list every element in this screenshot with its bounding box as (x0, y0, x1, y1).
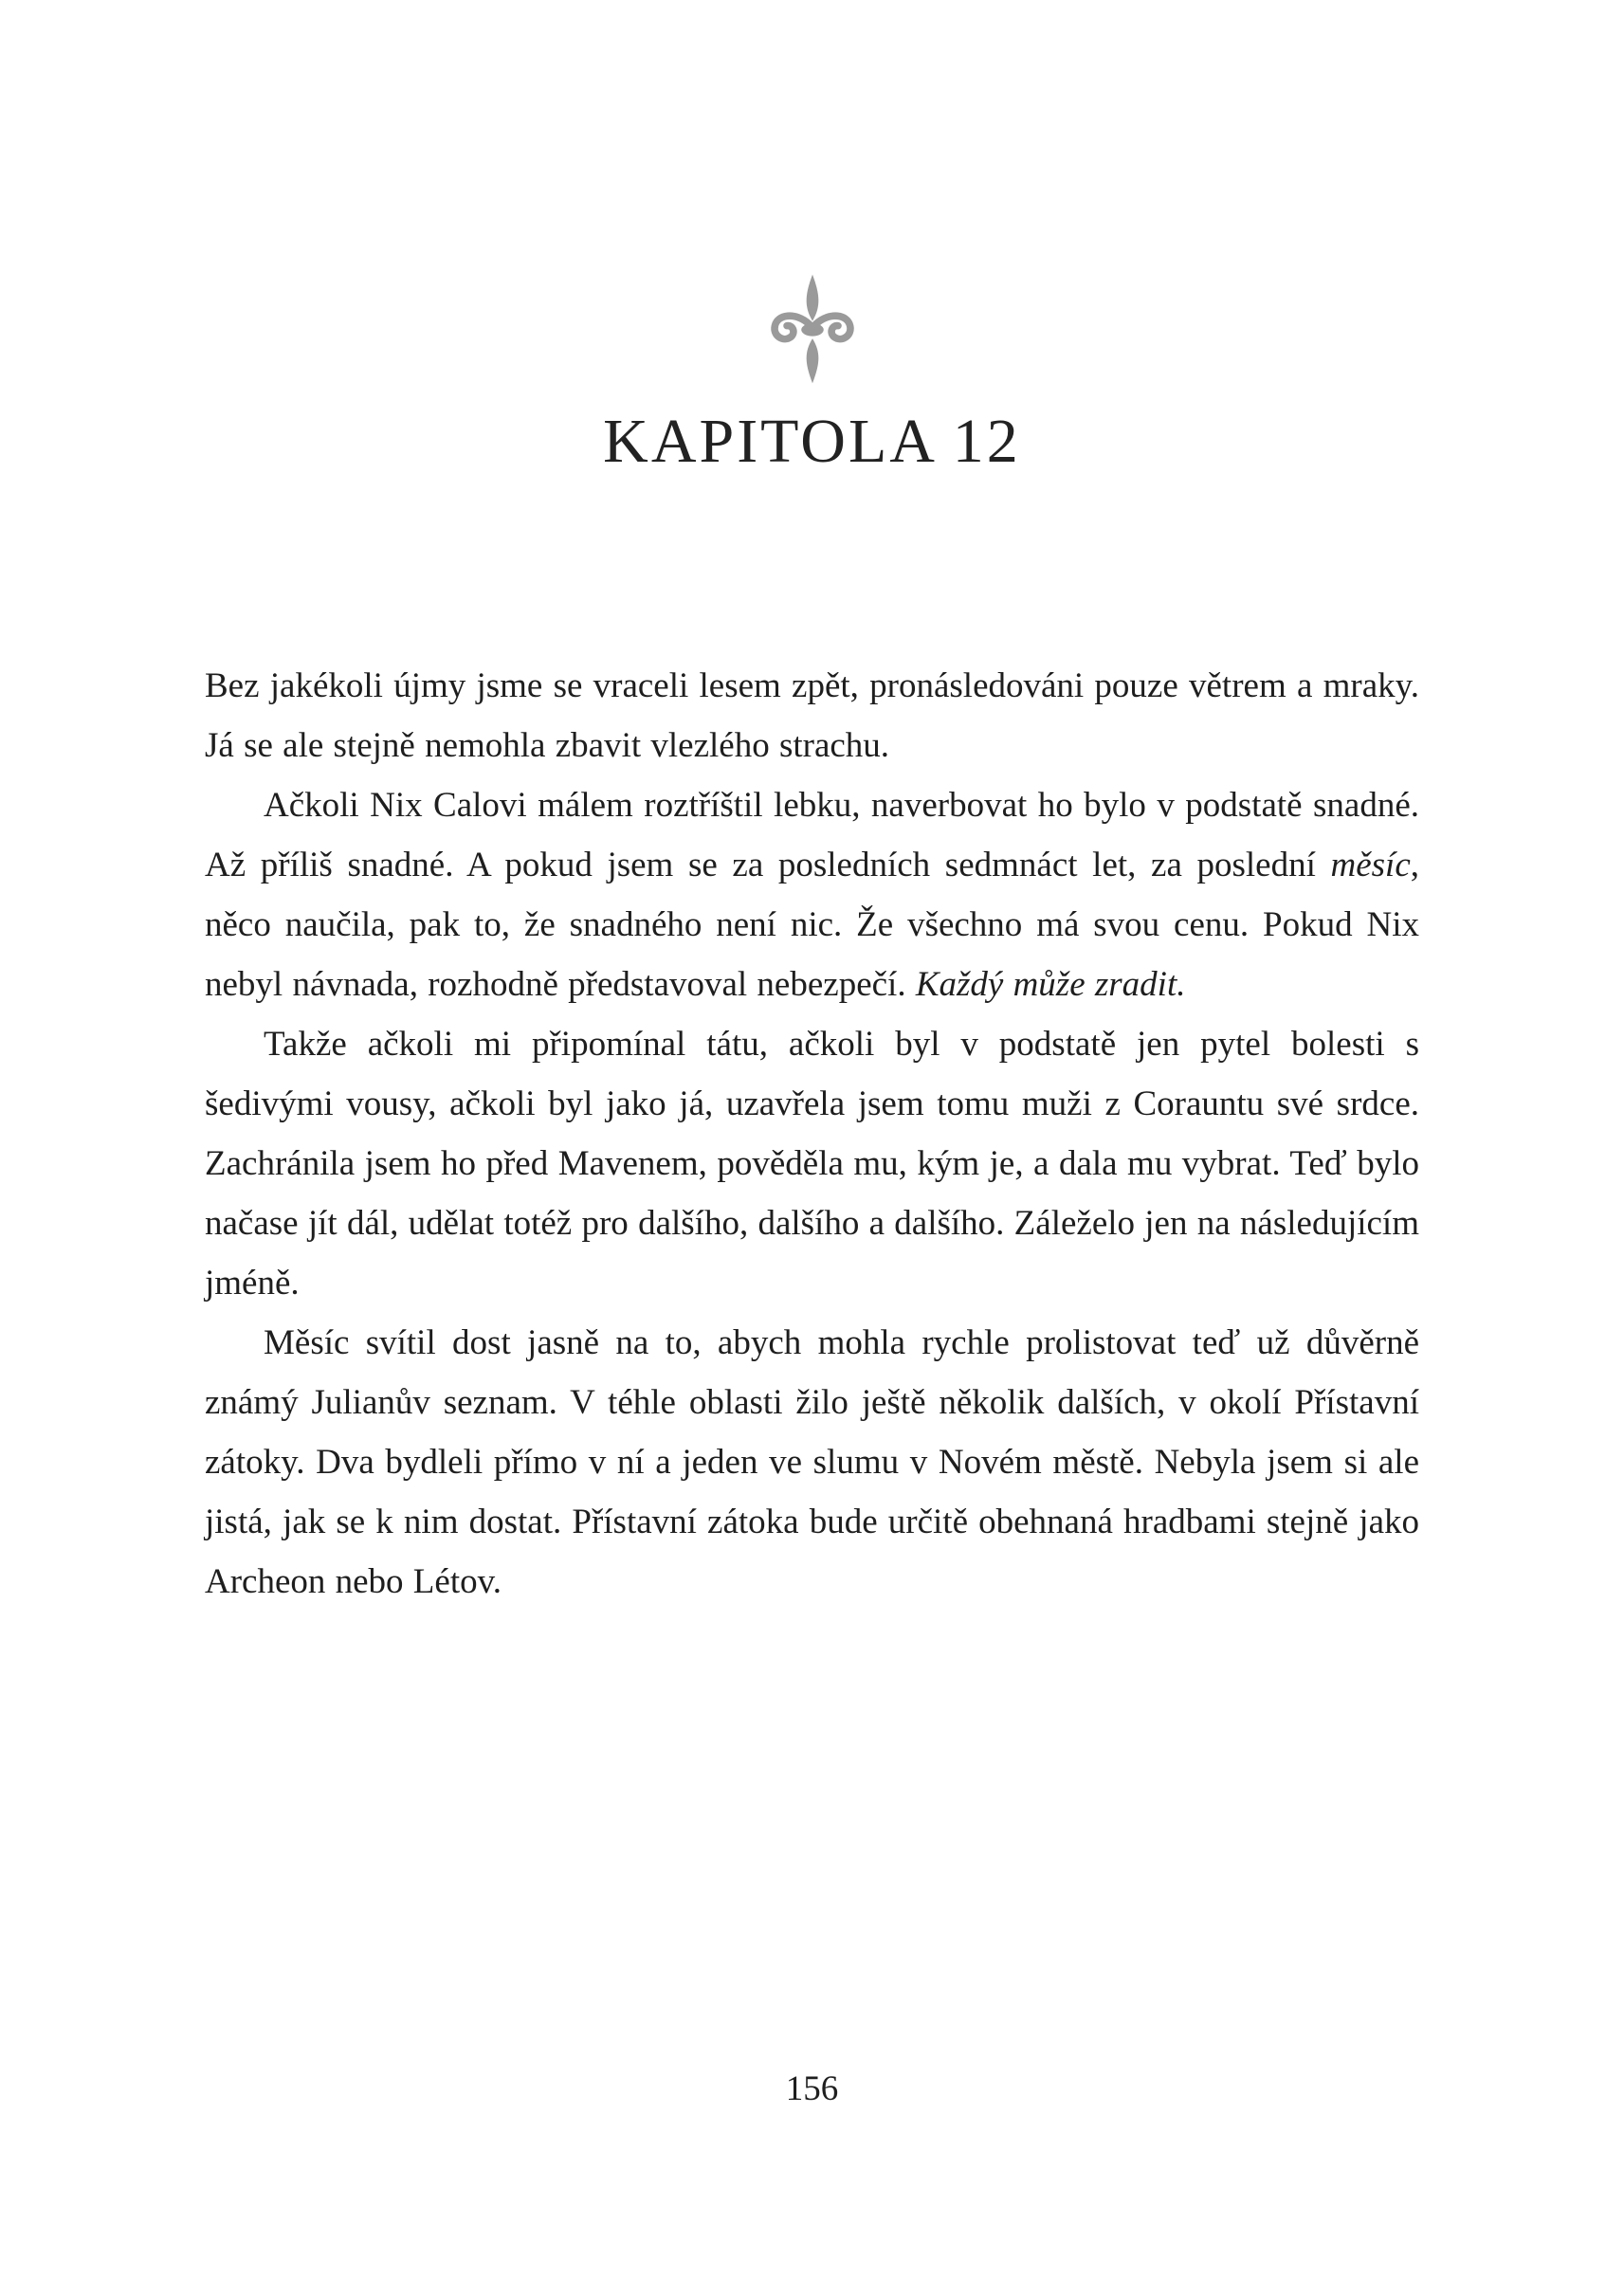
paragraph (205, 656, 1419, 775)
body-text (205, 656, 1419, 1612)
emphasized-text: Každý může zradit. (915, 965, 1186, 1004)
ornament (0, 273, 1624, 385)
text-run: Takže ačkoli mi připomínal tátu, ačkoli byl v podstatě jen pytel bolesti s šedivými vousy, ačkoli byl jako já, uzavřela jsem tomu muži z Corauntu své srdce. Zachránila jsem ho před Mavenem, pověděla mu, kým je, a dala mu vybrat. Teď bylo načase jít dál, udělat totéž pro dalšího, dalšího a dalšího. Záleželo jen na následujícím jméně. (205, 1025, 1419, 1303)
text-run: Bez jakékoli újmy jsme se vraceli lesem zpět, pronásledováni pouze větrem a mraky. Já se ale stejně nemohla zbavit vlezlého strachu. (205, 666, 1419, 765)
text-run: Měsíc svítil dost jasně na to, abych mohla rychle prolistovat teď už důvěrně známý Julianův seznam. V téhle oblasti žilo ještě několik dalších, v okolí Přístavní zátoky. Dva bydleli přímo v ní a jeden ve slumu v Novém městě. Nebyla jsem si ale jistá, jak se k nim dostat. Přístavní zátoka bude určitě obehnaná hradbami stejně jako Archeon nebo Létov. (205, 1323, 1419, 1601)
page-number: 156 (785, 2069, 839, 2108)
chapter-title: KAPITOLA 12 (603, 407, 1021, 476)
paragraph (205, 775, 1419, 1014)
emphasized-text: měsíc (1330, 846, 1411, 884)
paragraph (205, 1313, 1419, 1612)
fleur-de-lis-icon (763, 273, 862, 385)
text-run: Ačkoli Nix Calovi málem roztříštil lebku, naverbovat ho bylo v podstatě snadné. Až příliš snadné. A pokud jsem se za posledních sedmnáct let, za poslední (205, 786, 1419, 884)
text-run: , něco naučila, pak to, že snadného není nic. Že všechno má svou cenu. Pokud Nix nebyl návnada, rozhodně představoval nebezpečí. (205, 846, 1419, 1004)
paragraph (205, 1014, 1419, 1313)
